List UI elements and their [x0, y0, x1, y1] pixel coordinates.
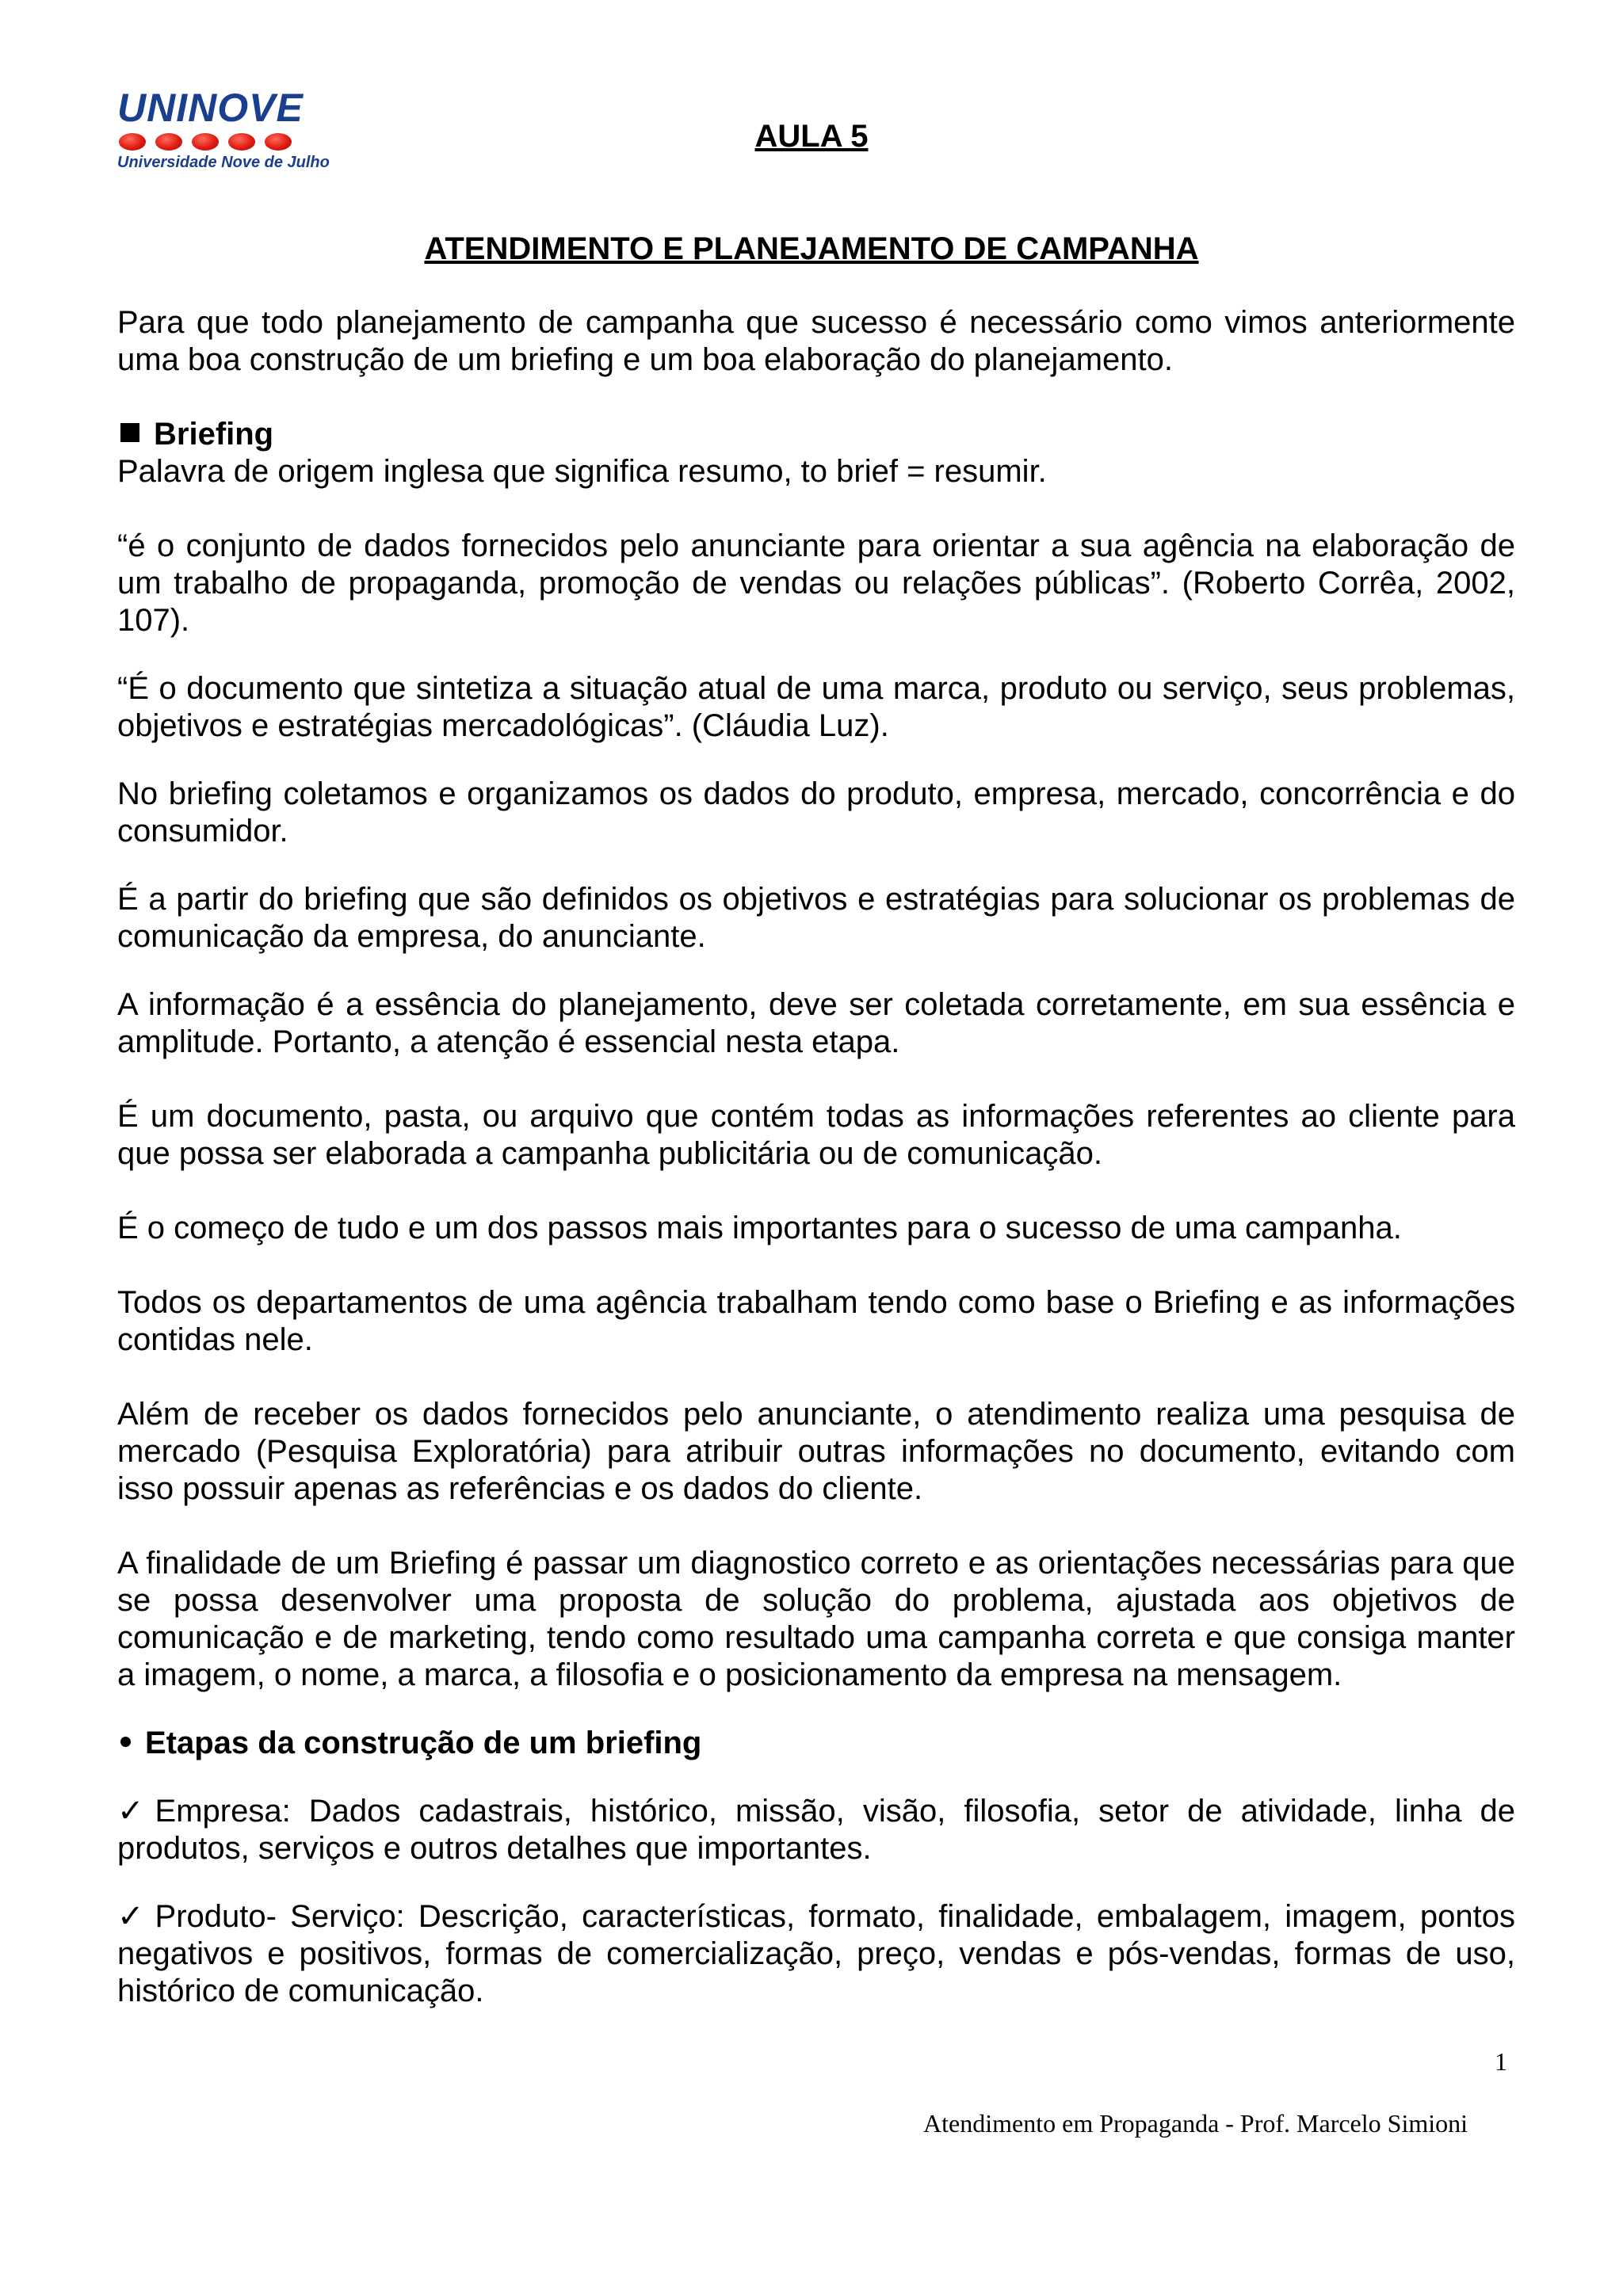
square-bullet-icon: [120, 423, 139, 442]
document-body: [117, 304, 1515, 2010]
etapas-heading-text: Etapas da construção de um briefing: [145, 1726, 702, 1760]
paragraph: É a partir do briefing que são definidos os objetivos e estratégias para solucionar os problemas de comunicação da empresa, do anunciante.: [117, 882, 1515, 954]
briefing-heading-text: Briefing: [154, 417, 274, 452]
checklist-item: [117, 1793, 1515, 1867]
briefing-heading: [117, 416, 1515, 453]
paragraph: A finalidade de um Briefing é passar um diagnostico correto e as orientações necessárias para que se possa desenvolver uma proposta de solução do problema, ajustada aos objetivos de comunicação e de marketing, tendo como resultado uma campanha correta e que consiga manter a imagem, o nome, a marca, a filosofia e o posicionamento da empresa na mensagem.: [117, 1546, 1515, 1692]
logo-subtitle: Universidade Nove de Julho: [117, 154, 330, 171]
paragraph: É um documento, pasta, ou arquivo que contém todas as informações referentes ao cliente para que possa ser elaborada a campanha publicitária ou de comunicação.: [117, 1099, 1515, 1171]
paragraph: Todos os departamentos de uma agência trabalham tendo como base o Briefing e as informações contidas nele.: [117, 1285, 1515, 1357]
footer-text: Atendimento em Propaganda - Prof. Marcelo Simioni: [923, 2109, 1468, 2138]
paragraph: No briefing coletamos e organizamos os dados do produto, empresa, mercado, concorrência e do consumidor.: [117, 776, 1515, 849]
lesson-label: AULA 5: [754, 119, 869, 154]
check-icon: ✓: [117, 1899, 144, 1934]
checklist-item-text: Produto- Serviço: Descrição, características, formato, finalidade, embalagem, imagem, pontos negativos e positivos, formas de comercialização, preço, vendas e pós-vendas, formas de uso, histórico de comunicação.: [117, 1899, 1515, 2008]
check-icon: ✓: [117, 1794, 144, 1829]
intro-paragraph: Para que todo planejamento de campanha que sucesso é necessário como vimos anteriormente uma boa construção de um briefing e um boa elaboração do planejamento.: [117, 305, 1515, 377]
page-title: ATENDIMENTO E PLANEJAMENTO DE CAMPANHA: [424, 231, 1199, 266]
paragraph: Palavra de origem inglesa que significa resumo, to brief = resumir.: [117, 454, 1047, 489]
round-bullet-icon: [120, 1737, 131, 1747]
paragraph: A informação é a essência do planejamento, deve ser coletada corretamente, em sua essência e amplitude. Portanto, a atenção é essencial nesta etapa.: [117, 987, 1515, 1059]
paragraph: Além de receber os dados fornecidos pelo anunciante, o atendimento realiza uma pesquisa de mercado (Pesquisa Exploratória) para atribuir outras informações no documento, evitando com isso possuir apenas as referências e os dados do cliente.: [117, 1397, 1515, 1506]
paragraph: É o começo de tudo e um dos passos mais importantes para o sucesso de uma campanha.: [117, 1211, 1402, 1245]
checklist-item: [117, 1898, 1515, 2010]
logo-name: UNINOVE: [117, 86, 304, 130]
quote-paragraph: “é o conjunto de dados fornecidos pelo anunciante para orientar a sua agência na elaboração de um trabalho de propaganda, promoção de vendas ou relações públicas”. (Roberto Corrêa, 2002, 107).: [117, 528, 1515, 638]
quote-paragraph: “É o documento que sintetiza a situação atual de uma marca, produto ou serviço, seus problemas, objetivos e estratégias mercadológicas”. (Cláudia Luz).: [117, 671, 1515, 743]
checklist-item-text: Empresa: Dados cadastrais, histórico, missão, visão, filosofia, setor de atividade, linha de produtos, serviços e outros detalhes que importantes.: [117, 1794, 1515, 1866]
etapas-heading: [117, 1725, 1515, 1762]
page-number: 1: [1495, 2047, 1507, 2076]
